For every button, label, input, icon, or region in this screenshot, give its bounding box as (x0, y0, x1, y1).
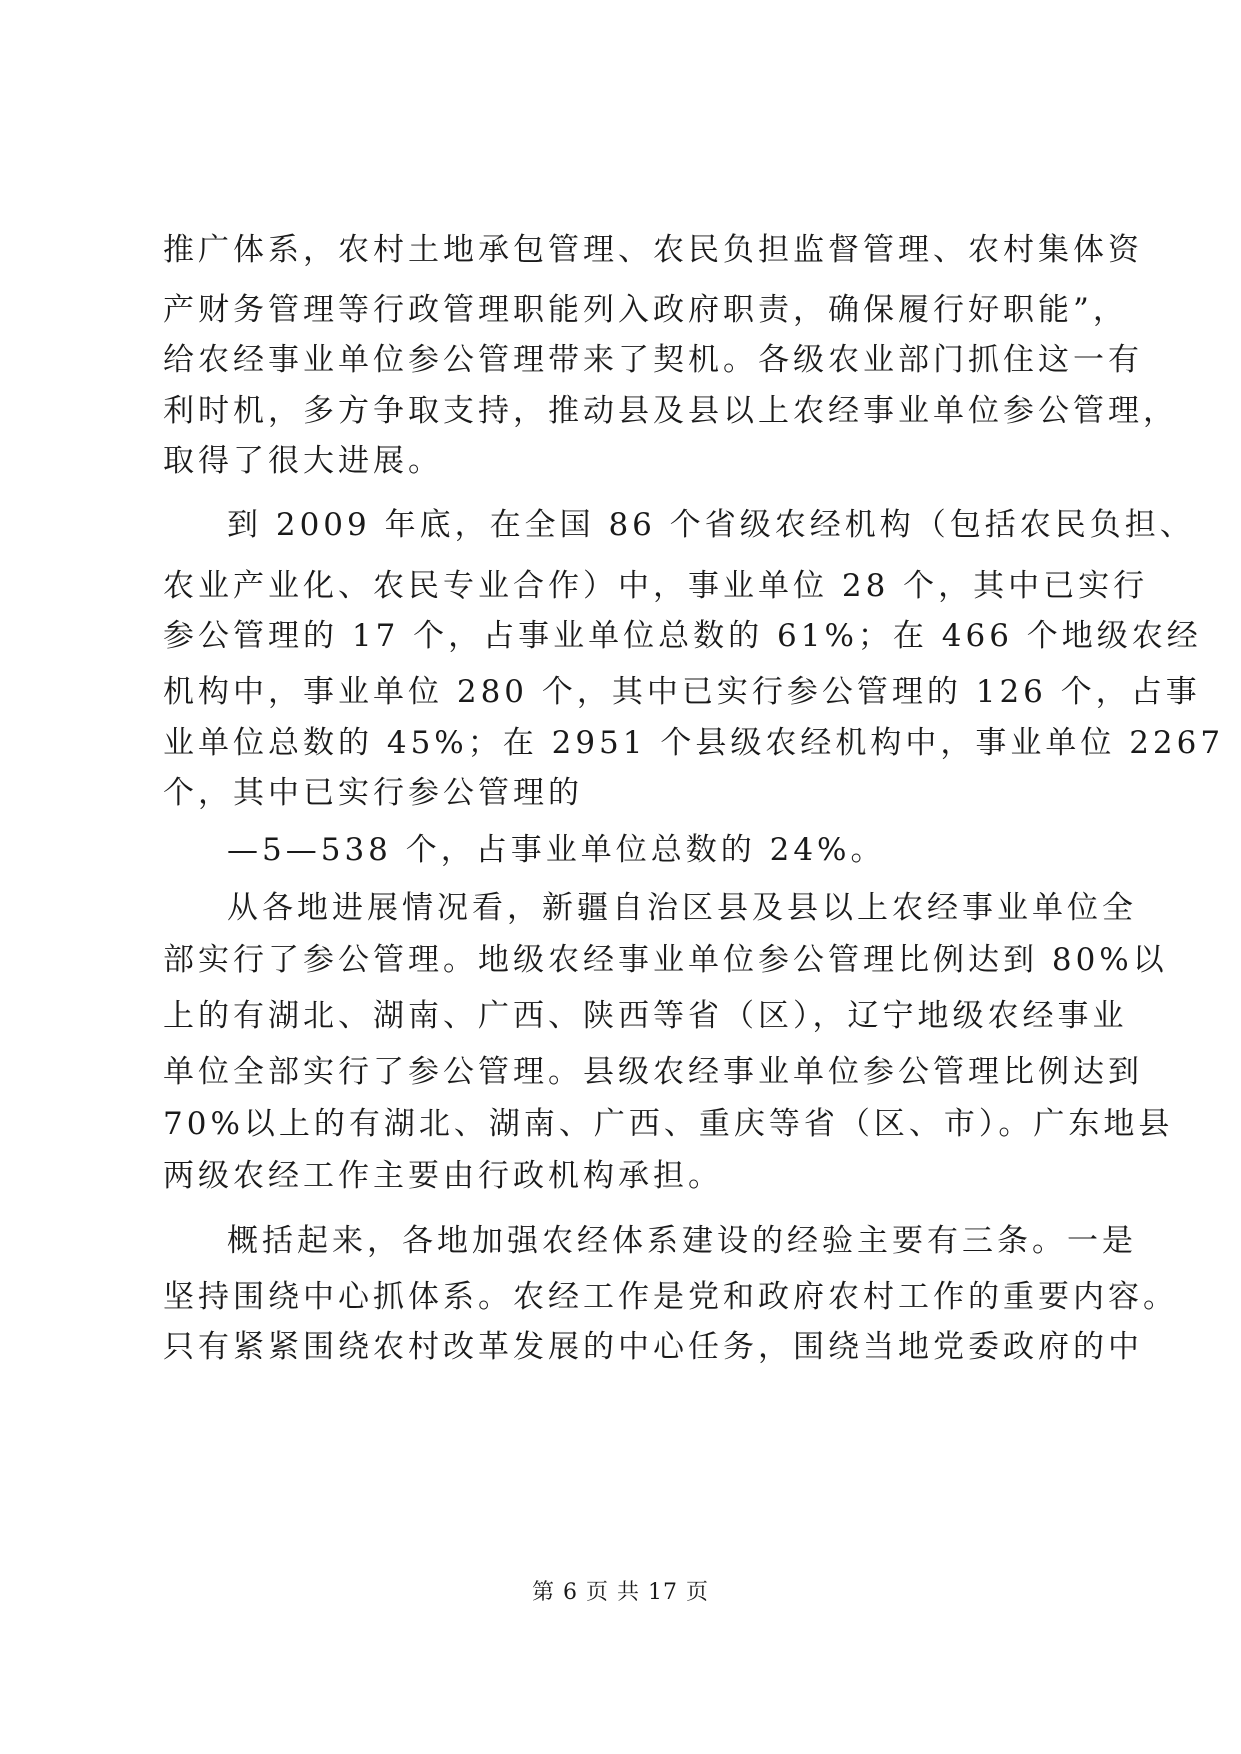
text-line: 只有紧紧围绕农村改革发展的中心任务，围绕当地党委政府的中 (163, 1329, 1143, 1365)
text-line: 参公管理的 17 个，占事业单位总数的 61%；在 466 个地级农经 (163, 618, 1202, 654)
text-line: 部实行了参公管理。地级农经事业单位参公管理比例达到 80%以 (163, 942, 1168, 978)
text-line: 概括起来，各地加强农经体系建设的经验主要有三条。一是 (227, 1223, 1137, 1259)
page-number: 第 6 页 共 17 页 (532, 1580, 709, 1605)
text-line: 个，其中已实行参公管理的 (163, 775, 583, 811)
text-line: 给农经事业单位参公管理带来了契机。各级农业部门抓住这一有 (163, 342, 1143, 378)
text-line: 机构中，事业单位 280 个，其中已实行参公管理的 126 个，占事 (163, 674, 1201, 710)
text-line: 产财务管理等行政管理职能列入政府职责，确保履行好职能”， (163, 292, 1128, 328)
text-line: 单位全部实行了参公管理。县级农经事业单位参公管理比例达到 (163, 1054, 1143, 1090)
text-line: 从各地进展情况看，新疆自治区县及县以上农经事业单位全 (227, 890, 1137, 926)
text-line: 推广体系，农村土地承包管理、农民负担监督管理、农村集体资 (163, 232, 1143, 268)
text-line: 农业产业化、农民专业合作）中，事业单位 28 个，其中已实行 (163, 568, 1149, 604)
text-line: 坚持围绕中心抓体系。农经工作是党和政府农村工作的重要内容。 (163, 1279, 1178, 1315)
text-line: 两级农经工作主要由行政机构承担。 (163, 1158, 723, 1194)
text-line: 70%以上的有湖北、湖南、广西、重庆等省（区、市）。广东地县 (163, 1106, 1174, 1142)
text-line: 利时机，多方争取支持，推动县及县以上农经事业单位参公管理， (163, 393, 1178, 429)
text-line: 取得了很大进展。 (163, 443, 443, 479)
text-line: —5—538 个，占事业单位总数的 24%。 (227, 832, 886, 868)
text-line: 上的有湖北、湖南、广西、陕西等省（区），辽宁地级农经事业 (163, 998, 1128, 1034)
text-line: 业单位总数的 45%；在 2951 个县级农经机构中，事业单位 2267 (163, 725, 1225, 761)
text-line: 到 2009 年底，在全国 86 个省级农经机构（包括农民负担、 (227, 507, 1195, 543)
